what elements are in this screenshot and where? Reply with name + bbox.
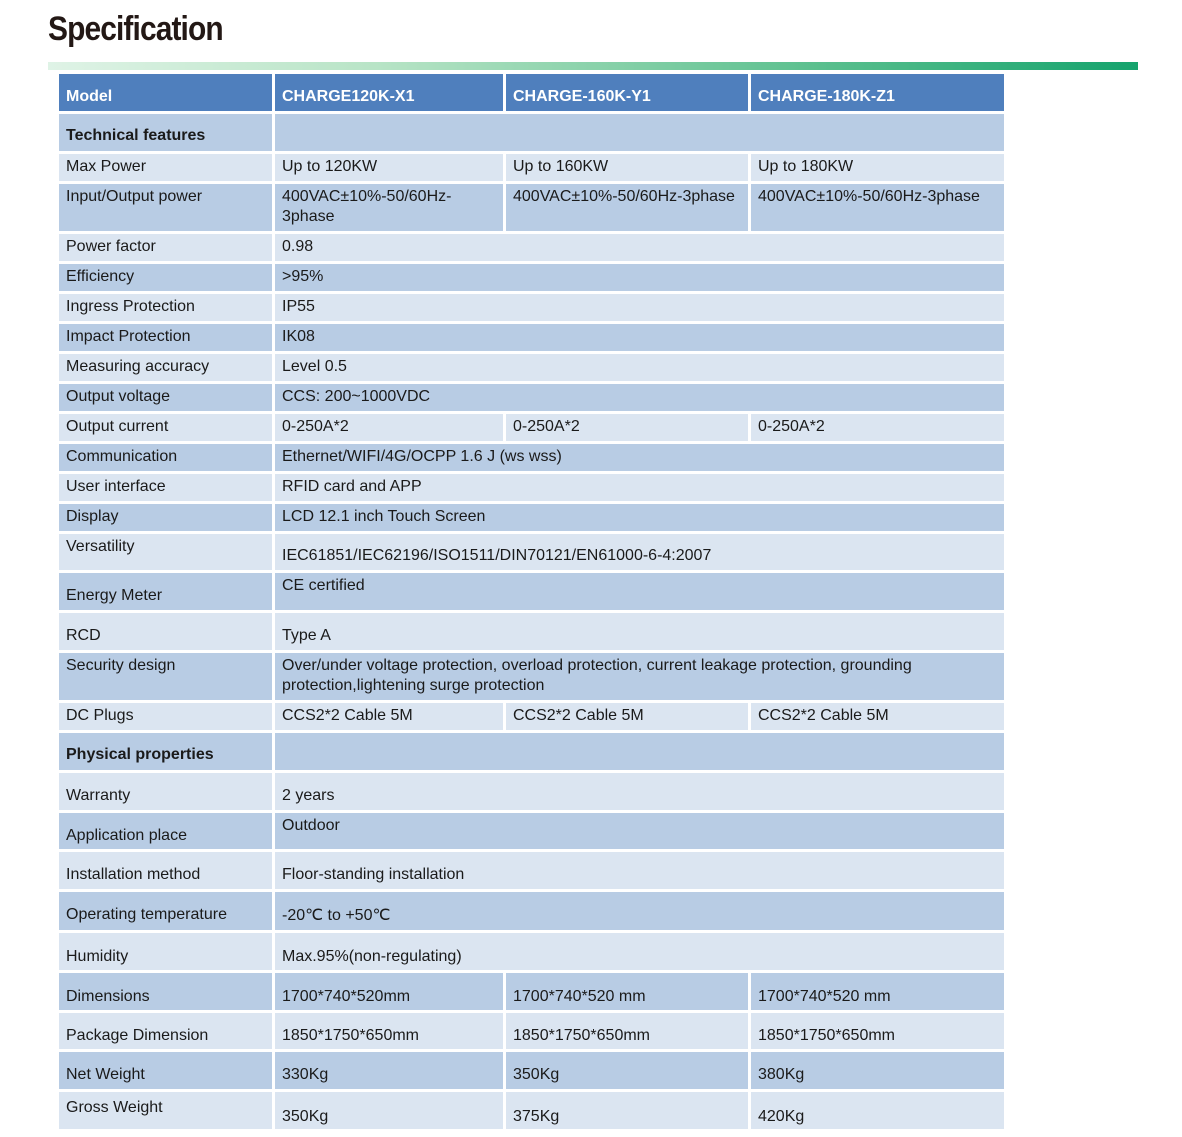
row-value: IEC61851/IEC62196/ISO1511/DIN70121/EN61000-6-4:2007: [275, 534, 1004, 573]
row-value: Up to 160KW: [506, 154, 751, 184]
row-value: 0.98: [275, 234, 1004, 264]
table-header-row: [59, 74, 1004, 114]
table-row: [59, 1092, 1004, 1132]
row-value: >95%: [275, 264, 1004, 294]
row-value: 2 years: [275, 773, 1004, 813]
row-label: Application place: [59, 813, 275, 852]
table-row: [59, 474, 1004, 504]
row-value: 400VAC±10%-50/60Hz-3phase: [506, 184, 751, 234]
table-row: [59, 154, 1004, 184]
row-label: Operating temperature: [59, 892, 275, 933]
table-row: [59, 973, 1004, 1013]
row-value: RFID card and APP: [275, 474, 1004, 504]
row-value: Outdoor: [275, 813, 1004, 852]
row-value: 350Kg: [506, 1052, 751, 1092]
row-value: CCS2*2 Cable 5M: [751, 703, 1004, 733]
section-row-physical: [59, 733, 1004, 773]
row-value: Floor-standing installation: [275, 852, 1004, 892]
row-label: Warranty: [59, 773, 275, 813]
section-label: Physical properties: [59, 733, 275, 773]
table-row: [59, 773, 1004, 813]
table-row: [59, 184, 1004, 234]
header-cell-model-2: CHARGE-160K-Y1: [506, 74, 751, 114]
row-label: Output voltage: [59, 384, 275, 414]
table-row: [59, 892, 1004, 933]
row-label: Security design: [59, 653, 275, 703]
row-value: Up to 120KW: [275, 154, 506, 184]
table-row: [59, 933, 1004, 973]
table-row: [59, 653, 1004, 703]
row-value: 1850*1750*650mm: [751, 1013, 1004, 1052]
row-label: Versatility: [59, 534, 275, 573]
row-value: CCS: 200~1000VDC: [275, 384, 1004, 414]
table-row: [59, 384, 1004, 414]
section-row-technical: [59, 114, 1004, 154]
row-label: Input/Output power: [59, 184, 275, 234]
table-row: [59, 1013, 1004, 1052]
row-value: CCS2*2 Cable 5M: [506, 703, 751, 733]
table-row: [59, 264, 1004, 294]
row-label: Max Power: [59, 154, 275, 184]
row-label: User interface: [59, 474, 275, 504]
row-value: CCS2*2 Cable 5M: [275, 703, 506, 733]
row-label: Impact Protection: [59, 324, 275, 354]
table-row: [59, 354, 1004, 384]
row-label: Communication: [59, 444, 275, 474]
section-filler: [275, 733, 1004, 773]
row-value: -20℃ to +50℃: [275, 892, 1004, 933]
row-label: RCD: [59, 613, 275, 653]
table-row: [59, 534, 1004, 573]
header-cell-model-3: CHARGE-180K-Z1: [751, 74, 1004, 114]
row-value: Type A: [275, 613, 1004, 653]
spec-table: [59, 74, 1004, 1132]
table-row: [59, 613, 1004, 653]
table-row: [59, 444, 1004, 474]
row-value: 1850*1750*650mm: [275, 1013, 506, 1052]
row-label: Measuring accuracy: [59, 354, 275, 384]
row-label: Energy Meter: [59, 573, 275, 613]
row-value: Up to 180KW: [751, 154, 1004, 184]
table-row: [59, 504, 1004, 534]
table-row: [59, 324, 1004, 354]
row-value: 0-250A*2: [275, 414, 506, 444]
row-value: CE certified: [275, 573, 1004, 613]
row-value: 400VAC±10%-50/60Hz-3phase: [275, 184, 506, 234]
row-label: Display: [59, 504, 275, 534]
row-value: Max.95%(non-regulating): [275, 933, 1004, 973]
row-value: LCD 12.1 inch Touch Screen: [275, 504, 1004, 534]
row-value: Over/under voltage protection, overload protection, current leakage protection, grounding protection,lightening surge protection: [275, 653, 1004, 703]
row-value: IP55: [275, 294, 1004, 324]
table-row: [59, 573, 1004, 613]
header-cell-model: Model: [59, 74, 275, 114]
table-row: [59, 813, 1004, 852]
row-label: Humidity: [59, 933, 275, 973]
row-value: 420Kg: [751, 1092, 1004, 1132]
row-label: Gross Weight: [59, 1092, 275, 1132]
table-row: [59, 294, 1004, 324]
section-label: Technical features: [59, 114, 275, 154]
row-value: 1850*1750*650mm: [506, 1013, 751, 1052]
table-row: [59, 1052, 1004, 1092]
row-label: Dimensions: [59, 973, 275, 1013]
table-row: [59, 414, 1004, 444]
table-row: [59, 703, 1004, 733]
row-value: 0-250A*2: [506, 414, 751, 444]
row-label: DC Plugs: [59, 703, 275, 733]
row-value: 1700*740*520 mm: [506, 973, 751, 1013]
row-value: 1700*740*520mm: [275, 973, 506, 1013]
page-title: Specification: [48, 10, 223, 48]
row-label: Installation method: [59, 852, 275, 892]
row-label: Power factor: [59, 234, 275, 264]
row-value: 0-250A*2: [751, 414, 1004, 444]
row-value: Ethernet/WIFI/4G/OCPP 1.6 J (ws wss): [275, 444, 1004, 474]
row-value: 375Kg: [506, 1092, 751, 1132]
header-cell-model-1: CHARGE120K-X1: [275, 74, 506, 114]
row-label: Efficiency: [59, 264, 275, 294]
table-row: [59, 852, 1004, 892]
row-label: Net Weight: [59, 1052, 275, 1092]
row-value: 1700*740*520 mm: [751, 973, 1004, 1013]
row-label: Output current: [59, 414, 275, 444]
title-gradient-bar: [48, 62, 1138, 70]
section-filler: [275, 114, 1004, 154]
table-row: [59, 234, 1004, 264]
row-value: 400VAC±10%-50/60Hz-3phase: [751, 184, 1004, 234]
row-value: IK08: [275, 324, 1004, 354]
row-value: 330Kg: [275, 1052, 506, 1092]
row-value: 350Kg: [275, 1092, 506, 1132]
row-value: Level 0.5: [275, 354, 1004, 384]
row-label: Ingress Protection: [59, 294, 275, 324]
row-value: 380Kg: [751, 1052, 1004, 1092]
row-label: Package Dimension: [59, 1013, 275, 1052]
